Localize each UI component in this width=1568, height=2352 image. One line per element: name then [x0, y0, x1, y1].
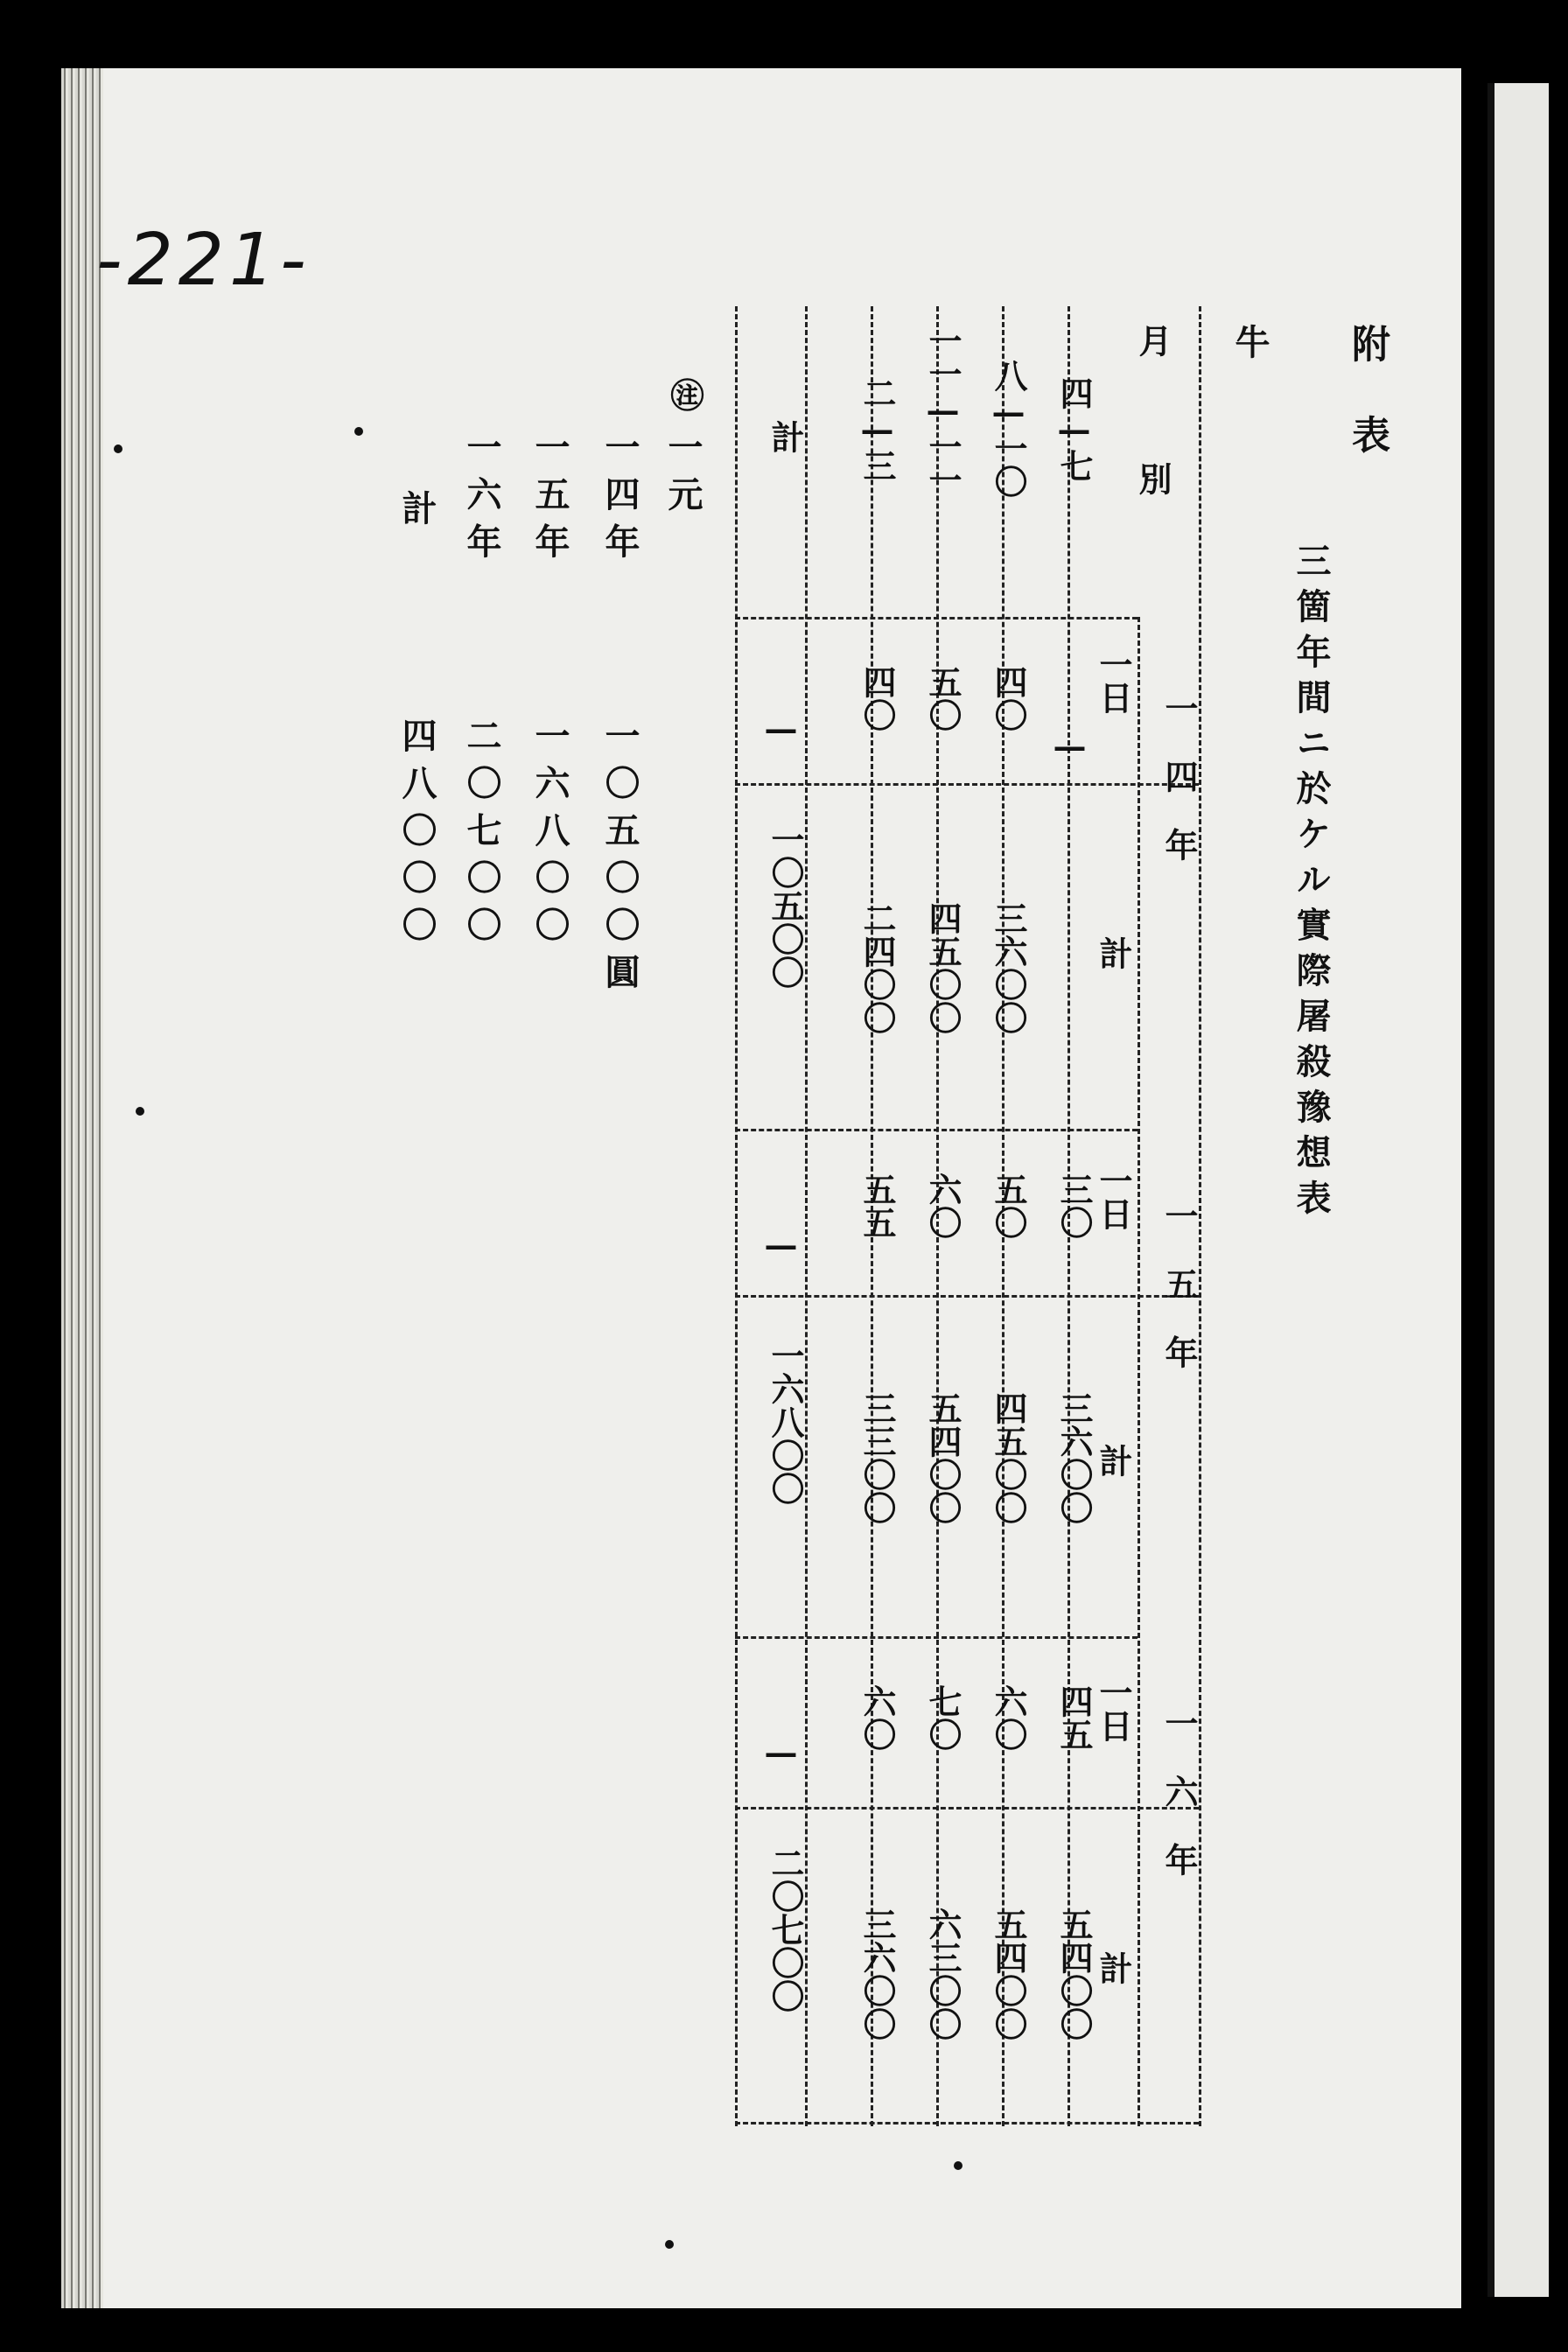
note-value: 一六八〇〇	[529, 718, 570, 954]
year-label: 一四年	[1159, 691, 1199, 896]
scan-speck	[114, 444, 122, 453]
row-header-month: 月別	[1133, 324, 1172, 600]
handwritten-page-number: -221-	[96, 219, 312, 302]
note-value: 二〇七〇〇	[461, 718, 502, 954]
daily-value: 六〇	[989, 1684, 1028, 1751]
daily-total: —	[761, 1225, 801, 1264]
period-total: 六三〇〇	[923, 1908, 962, 2040]
month-label-1: 四—七	[1054, 376, 1094, 482]
scan-speck	[954, 2161, 962, 2170]
daily-value: 五〇	[923, 665, 962, 732]
daily-value: 五〇	[989, 1172, 1028, 1239]
table-subtitle: 三箇年間ニ於ケル實際屠殺豫想表	[1291, 542, 1332, 1225]
month-label-2: 八—一〇	[989, 359, 1028, 498]
daily-value: 五五	[858, 1172, 897, 1239]
period-total: 五四〇〇	[989, 1908, 1028, 2040]
slaughter-forecast-table	[735, 306, 1199, 2126]
period-total: 四五〇〇	[923, 901, 962, 1034]
month-label-4: 二—三	[858, 376, 897, 482]
livestock-kind: 牛	[1229, 324, 1270, 359]
grand-total: 一六八〇〇	[766, 1339, 805, 1505]
year-label: 一五年	[1159, 1199, 1199, 1404]
scan-speck	[354, 427, 363, 436]
total-label: 計	[1094, 936, 1133, 970]
daily-label: 一日	[1094, 648, 1133, 714]
daily-value: —	[1050, 726, 1089, 766]
daily-total: —	[761, 1732, 801, 1772]
note-year: 一四年	[599, 429, 640, 570]
daily-label: 一日	[1094, 1164, 1133, 1230]
period-total: 三六〇〇	[989, 901, 1028, 1034]
grand-total: 一〇五〇〇	[766, 822, 805, 989]
daily-total: —	[761, 709, 801, 748]
daily-label: 一日	[1094, 1676, 1133, 1742]
note-year: 一五年	[529, 429, 570, 570]
note-value: 一〇五〇〇圓	[599, 718, 640, 1001]
period-total: 四五〇〇	[989, 1391, 1028, 1524]
note-marker: ㊟	[665, 378, 704, 424]
total-row-label: 計	[766, 420, 805, 453]
note-heading: 一元	[662, 429, 704, 523]
daily-value: 六〇	[923, 1172, 962, 1239]
daily-value: 四〇	[858, 665, 897, 732]
note-year: 計	[396, 490, 438, 537]
daily-value: 七〇	[923, 1684, 962, 1751]
period-total: 三六〇〇	[858, 1908, 897, 2040]
daily-value: 三〇	[1054, 1172, 1094, 1239]
book-spine	[61, 68, 103, 2308]
year-label: 一六年	[1159, 1706, 1199, 1911]
note-value: 四八〇〇〇	[396, 718, 438, 954]
total-label: 計	[1094, 1951, 1133, 1984]
month-label-3: 一一—一一	[923, 324, 962, 496]
next-page-edge	[1488, 83, 1549, 2297]
table-title: 附表	[1345, 324, 1390, 506]
note-year: 一六年	[461, 429, 502, 570]
period-total: 二四〇〇	[858, 901, 897, 1034]
scan-speck	[665, 2240, 674, 2249]
period-total: 三三〇〇	[858, 1391, 897, 1524]
grand-total: 二〇七〇〇	[766, 1846, 805, 2012]
daily-value: 四五	[1054, 1684, 1094, 1751]
period-total: 五四〇〇	[923, 1391, 962, 1524]
total-label: 計	[1094, 1444, 1133, 1477]
period-total: 三六〇〇	[1054, 1391, 1094, 1524]
daily-value: 六〇	[858, 1684, 897, 1751]
scan-speck	[136, 1107, 144, 1116]
daily-value: 四〇	[989, 665, 1028, 732]
period-total: 五四〇〇	[1054, 1908, 1094, 2040]
